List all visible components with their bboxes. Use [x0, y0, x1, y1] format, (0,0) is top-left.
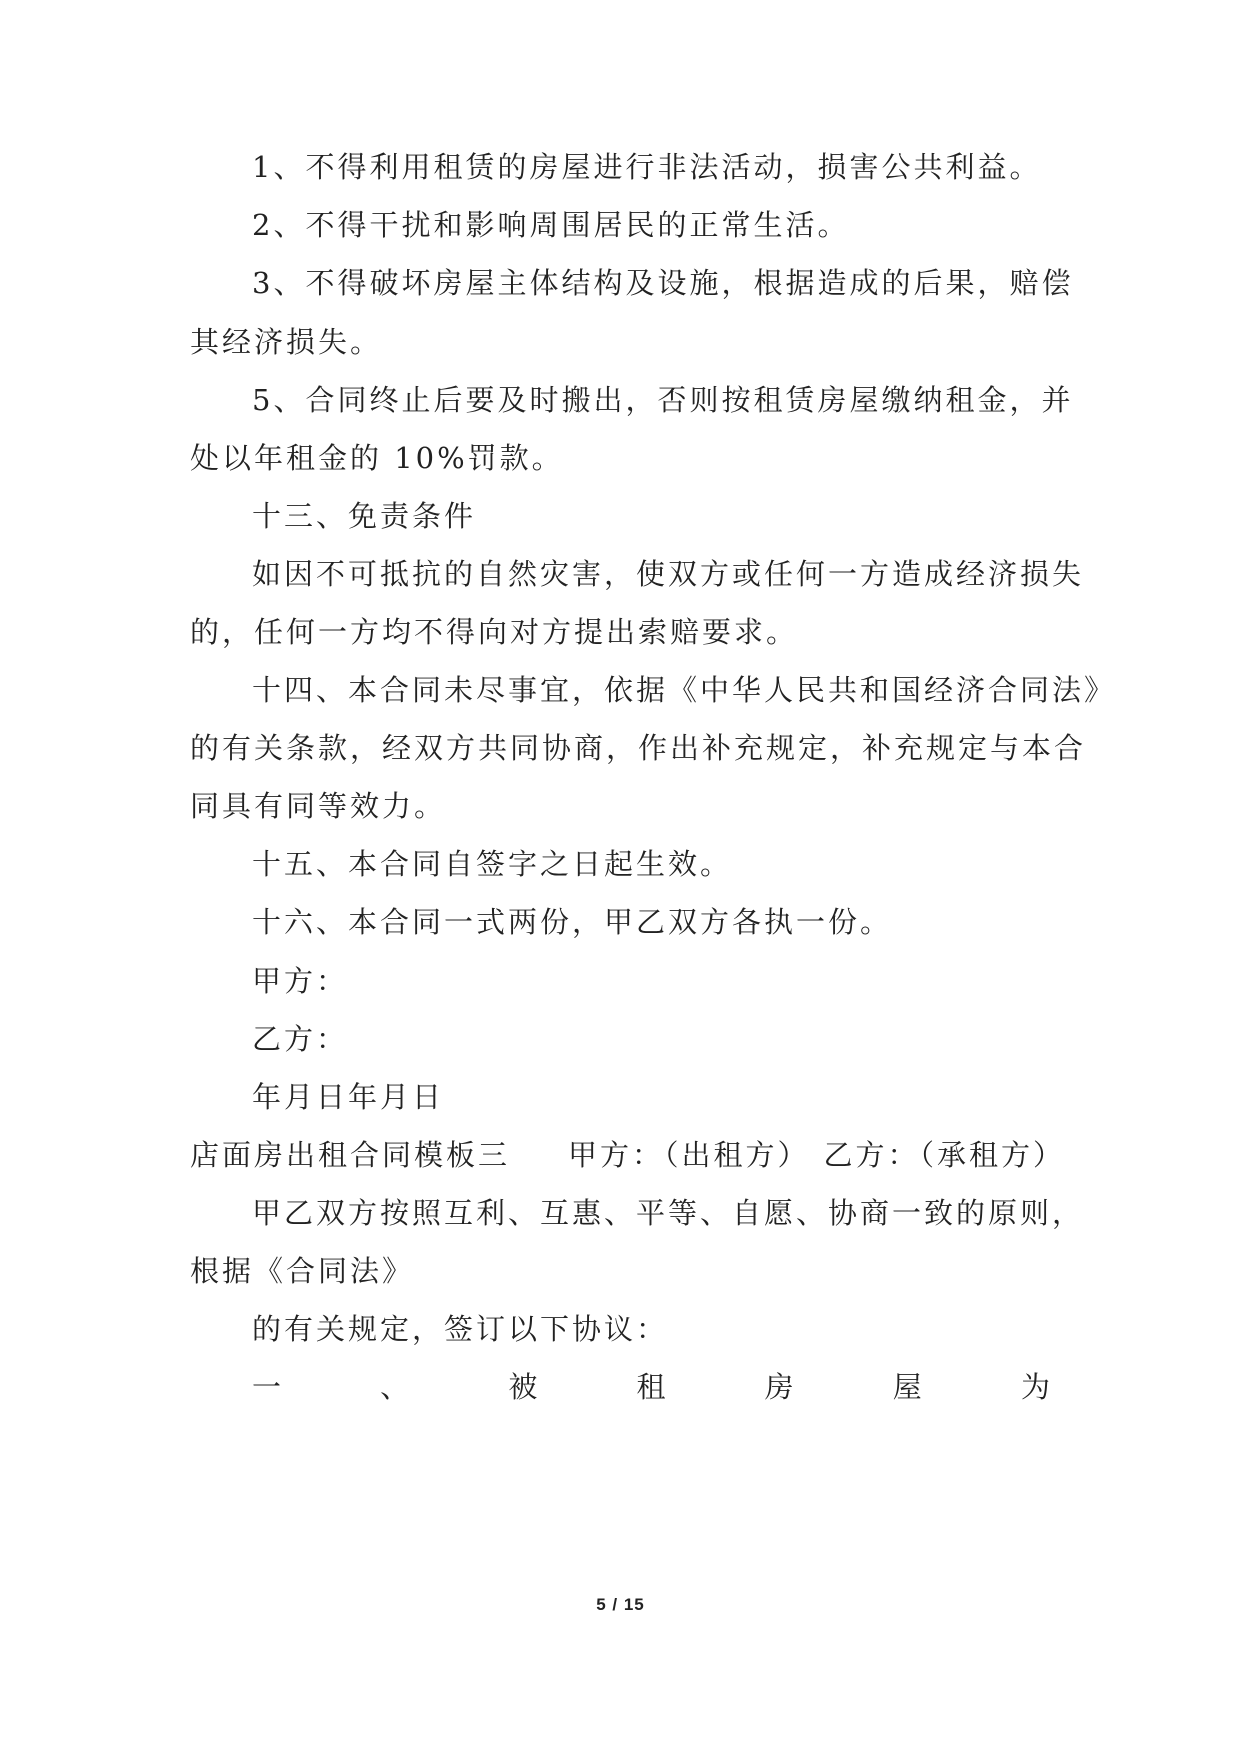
spread-char: 为	[1020, 1370, 1050, 1404]
paragraph-line: 1、不得利用租赁的房屋进行非法活动，损害公共利益。	[252, 150, 1042, 184]
paragraph-line: 如因不可抵抗的自然灾害，使双方或任何一方造成经济损失	[252, 557, 1085, 591]
spread-char: 、	[380, 1370, 410, 1404]
section-heading: 十三、免责条件	[252, 499, 477, 533]
paragraph-line: 同具有同等效力。	[190, 789, 447, 823]
template-title: 店面房出租合同模板三	[190, 1138, 511, 1172]
spread-char: 一	[252, 1370, 282, 1404]
paragraph-line: 的有关条款，经双方共同协商，作出补充规定，补充规定与本合	[190, 731, 1087, 765]
paragraph-line: 处以年租金的 10%罚款。	[190, 441, 564, 475]
spread-char: 租	[636, 1370, 666, 1404]
paragraph-line: 十六、本合同一式两份，甲乙双方各执一份。	[252, 905, 893, 939]
paragraph-line: 2、不得干扰和影响周围居民的正常生活。	[252, 208, 850, 242]
spread-text-line	[252, 1367, 1050, 1407]
page-number: 5 / 15	[596, 1595, 645, 1614]
paragraph-line: 甲乙双方按照互利、互惠、平等、自愿、协商一致的原则，	[252, 1196, 1085, 1230]
paragraph-line: 3、不得破坏房屋主体结构及设施，根据造成的后果，赔偿	[252, 266, 1074, 300]
party-b-label: 乙方：（承租方）	[823, 1138, 1066, 1172]
paragraph-line: 十四、本合同未尽事宜，依据《中华人民共和国经济合同法》	[252, 673, 1117, 707]
paragraph-line: 5、合同终止后要及时搬出，否则按租赁房屋缴纳租金，并	[252, 383, 1074, 417]
spread-char: 房	[764, 1370, 794, 1404]
template-title-line	[190, 1135, 1066, 1175]
paragraph-line: 其经济损失。	[190, 325, 383, 359]
party-a-label: 甲方：（出租方）	[568, 1138, 810, 1172]
signature-dates: 年月日年月日	[252, 1080, 445, 1114]
signature-party-b: 乙方：	[252, 1022, 349, 1056]
paragraph-line: 根据《合同法》	[190, 1254, 415, 1288]
signature-party-a: 甲方：	[252, 964, 349, 998]
paragraph-line: 的有关规定，签订以下协议：	[252, 1312, 669, 1346]
paragraph-line: 十五、本合同自签字之日起生效。	[252, 847, 733, 881]
paragraph-line: 的，任何一方均不得向对方提出索赔要求。	[190, 615, 799, 649]
spread-char: 屋	[892, 1370, 922, 1404]
spread-char: 被	[508, 1370, 538, 1404]
